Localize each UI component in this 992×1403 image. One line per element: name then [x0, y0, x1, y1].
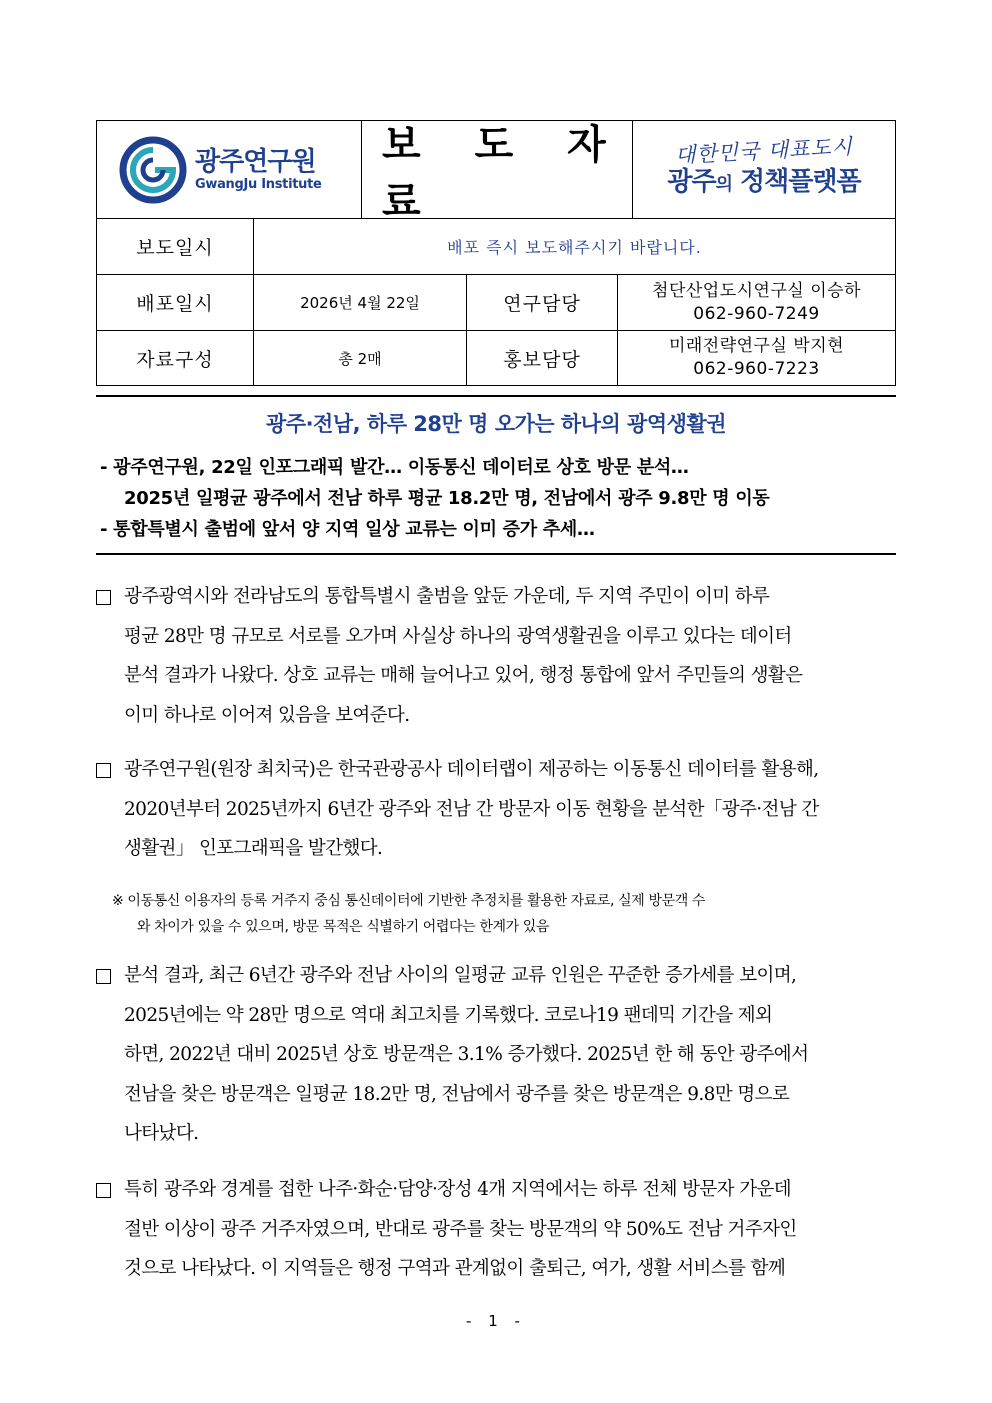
composition-row [97, 331, 895, 385]
subheadline-2: 2025년 일평균 광주에서 전남 하루 평균 18.2만 명, 전남에서 광주 9.8만 명 이동 [124, 488, 770, 509]
institute-logo [97, 121, 362, 218]
subheadline-3: - 통합특별시 출범에 앞서 양 지역 일상 교류는 이미 증가 추세… [100, 519, 595, 540]
document-title-cell [362, 121, 633, 225]
footnote [112, 888, 902, 940]
paragraph-4 [96, 1170, 898, 1289]
document-title: 보 도 자 료 [382, 121, 626, 225]
gwangju-institute-logo-icon [119, 136, 187, 204]
research-contact-name: 첨단산업도시연구실 이승하 [652, 280, 861, 301]
pr-contact-label: 홍보담당 [467, 331, 618, 385]
research-contact [618, 275, 895, 330]
paragraph-line: 광주연구원(원장 최치국)은 한국관광공사 데이터랩이 제공하는 이동통신 데이터를 활용해, [96, 750, 898, 790]
paragraph-3 [96, 956, 898, 1154]
checkbox-bullet-icon [96, 590, 111, 605]
paragraph-line: 나타났다. [124, 1123, 199, 1144]
paragraph-line: 절반 이상이 광주 거주자였으며, 반대로 광주를 찾는 방문객의 약 50%도 전남 거주자인 [124, 1218, 797, 1240]
logo-name-korean: 광주연구원 [195, 146, 316, 177]
report-date-value: 배포 즉시 보도해주시기 바랍니다. [447, 238, 702, 257]
paragraph-line: 생활권」 인포그래픽을 발간했다. [124, 838, 383, 859]
checkbox-bullet-icon [96, 763, 111, 778]
headline-bottom-rule [96, 553, 896, 555]
page-number: - 1 - [466, 1312, 526, 1330]
pr-contact [618, 331, 895, 385]
slogan-bottom-line [667, 166, 860, 201]
paragraph-line: 2025년에는 약 28만 명으로 역대 최고치를 기록했다. 코로나19 팬데믹 기간을 제외 [124, 1004, 773, 1026]
slogan-logo [633, 121, 895, 218]
paragraph-2 [96, 750, 898, 869]
slogan-platform: 정책플랫폼 [731, 167, 861, 197]
checkbox-bullet-icon [96, 969, 111, 984]
footnote-line: ※ 이동통신 이용자의 등록 거주지 중심 통신데이터에 기반한 추정치를 활용한 자료로, 실제 방문객 수 [112, 893, 705, 909]
paragraph-1 [96, 577, 898, 735]
paragraph-line: 광주광역시와 전라남도의 통합특별시 출범을 앞둔 가운데, 두 지역 주민이 이미 하루 [96, 577, 898, 617]
research-contact-label: 연구담당 [467, 275, 618, 330]
headline: 광주·전남, 하루 28만 명 오가는 하나의 광역생활권 [266, 412, 726, 436]
report-date-row [97, 219, 895, 275]
press-release-header [96, 120, 896, 386]
release-date-row [97, 275, 895, 331]
pr-contact-phone: 062-960-7223 [693, 359, 820, 379]
paragraph-line: 2020년부터 2025년까지 6년간 광주와 전남 간 방문자 이동 현황을 분석한「광주·전남 간 [124, 798, 819, 820]
composition-label: 자료구성 [97, 331, 254, 385]
headline-top-rule [96, 395, 896, 397]
slogan-top-line: 대한민국 대표도시 [674, 134, 854, 168]
report-date-label: 보도일시 [97, 219, 254, 274]
paragraph-line: 것으로 나타났다. 이 지역들은 행정 구역과 관계없이 출퇴근, 여가, 생활 서비스를 함께 [124, 1258, 786, 1279]
paragraph-line: 이미 하나로 이어져 있음을 보여준다. [124, 704, 410, 726]
paragraph-line: 분석 결과가 나왔다. 상호 교류는 매해 늘어나고 있어, 행정 통합에 앞서 주민들의 생활은 [124, 665, 803, 686]
paragraph-line: 전남을 찾은 방문객은 일평균 18.2만 명, 전남에서 광주를 찾은 방문객은 9.8만 명으로 [124, 1083, 790, 1105]
header-top-row [97, 121, 895, 225]
research-contact-phone: 062-960-7249 [693, 303, 820, 324]
paragraph-line: 하면, 2022년 대비 2025년 상호 방문객은 3.1% 증가했다. 2025년 한 해 동안 광주에서 [124, 1044, 809, 1065]
checkbox-bullet-icon [96, 1183, 111, 1198]
slogan-city: 광주 [667, 167, 716, 197]
subheadline-1: - 광주연구원, 22일 인포그래픽 발간… 이동통신 데이터로 상호 방문 분석… [100, 457, 689, 478]
composition-value: 총 2매 [254, 331, 467, 385]
paragraph-line: 분석 결과, 최근 6년간 광주와 전남 사이의 일평균 교류 인원은 꾸준한 증가세를 보이며, [96, 956, 898, 996]
release-date-label: 배포일시 [97, 275, 254, 330]
slogan-particle: 의 [715, 174, 732, 195]
pr-contact-name: 미래전략연구실 박지현 [668, 336, 845, 356]
paragraph-line: 평균 28만 명 규모로 서로를 오가며 사실상 하나의 광역생활권을 이루고 있다는 데이터 [124, 625, 792, 647]
footnote-line: 와 차이가 있을 수 있으며, 방문 목적은 식별하기 어렵다는 한계가 있음 [137, 919, 550, 935]
release-date-value: 2026년 4월 22일 [254, 275, 467, 330]
paragraph-line: 특히 광주와 경계를 접한 나주·화순·담양·장성 4개 지역에서는 하루 전체 방문자 가운데 [96, 1170, 898, 1210]
logo-name-english: GwangJu Institute [195, 176, 322, 192]
subheadlines [100, 452, 900, 545]
